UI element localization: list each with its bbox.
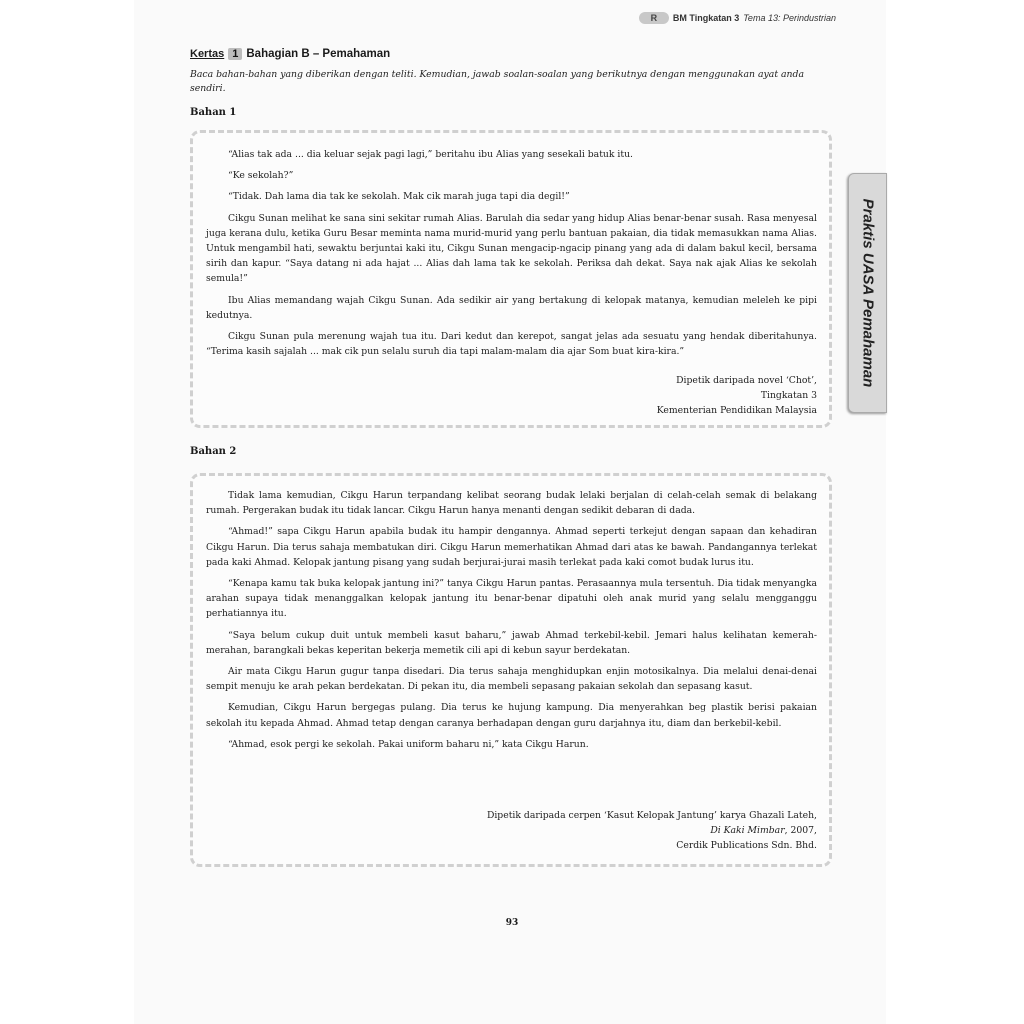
- passage-paragraph: Cikgu Sunan pula merenung wajah tua itu. Dari kedut dan kerepot, sangat jelas ada sesuatu yang hendak diberitahunya. “Terima kasih sajalah ... mak cik pun selalu suruh dia tapi malam-malam dia ajar Som buat kira-kira.”: [206, 331, 817, 358]
- header-theme: Tema 13: Perindustrian: [743, 13, 836, 23]
- kertas-label: Kertas: [190, 48, 225, 60]
- source-line: Cerdik Publications Sdn. Bhd.: [676, 840, 817, 852]
- bahan-2-source: [487, 808, 817, 854]
- passage-paragraph: “Ke sekolah?”: [228, 170, 294, 182]
- passage-paragraph: Cikgu Sunan melihat ke sana sini sekitar rumah Alias. Barulah dia sedar yang hidup Alias benar-benar susah. Rasa menyesal juga kerana dulu, ketika Guru Besar meminta nama murid-murid yang perlu bantuan pakaian, dia tidak memasukkan nama Alias. Untuk mengambil hati, sewaktu berjuntai kaki itu, Cikgu Sunan mengacip-ngacip pinang yang ada di dalam bakul kecil, bersama sirih dan kapur. “Saya datang ni ada hajat ... Alias dah lama tak ke sekolah. Periksa dah dekat. Saya nak ajak Alias ke sekolah semula!”: [206, 212, 817, 285]
- bahan-1-passage-box: [190, 130, 832, 428]
- passage-paragraph: “Ahmad, esok pergi ke sekolah. Pakai uniform baharu ni,” kata Cikgu Harun.: [228, 738, 589, 750]
- section-heading: [190, 48, 390, 60]
- section-title: Bahagian B – Pemahaman: [246, 48, 391, 60]
- bahan-1-title: Bahan 1: [190, 107, 237, 118]
- passage-paragraph: “Kenapa kamu tak buka kelopak jantung ini?” tanya Cikgu Harun pantas. Perasaannya mula tersentuh. Dia tidak menyangka arahan supaya tidak menanggalkan kelopak jantung itu benar-benar dipatuhi oleh anak murid yang selalu mengganggu perhatiannya itu.: [206, 578, 817, 620]
- passage-paragraph: Kemudian, Cikgu Harun bergegas pulang. Dia terus ke hujung kampung. Dia menyerahkan beg plastik berisi pakaian sekolah itu kepada Ahmad. Ahmad tetap dengan caranya berhadapan dengan guru darjahnya itu, diam dan berkebil-kebil.: [206, 702, 817, 729]
- passage-paragraph: “Tidak. Dah lama dia tak ke sekolah. Mak cik marah juga tapi dia degil!”: [228, 191, 570, 203]
- page-number: 93: [505, 918, 519, 928]
- running-header: [639, 12, 836, 24]
- passage-paragraph: “Alias tak ada ... dia keluar sejak pagi lagi,” beritahu ibu Alias yang sesekali batuk itu.: [228, 149, 633, 160]
- bahan-1-source: [657, 373, 817, 419]
- kertas-number-badge: 1: [228, 48, 242, 60]
- instruction-text: Baca bahan-bahan yang diberikan dengan teliti. Kemudian, jawab soalan-soalan yang berikutnya dengan menggunakan ayat anda sendiri.: [190, 69, 805, 94]
- passage-paragraph: “Saya belum cukup duit untuk membeli kasut baharu,” jawab Ahmad terkebil-kebil. Jemari halus kelihatan kemerah-merahan, barangkali bekas keperitan bekerja memetik cili api di kebun sayur berdekatan.: [206, 629, 817, 656]
- passage-paragraph: “Ahmad!” sapa Cikgu Harun apabila budak itu hampir dengannya. Ahmad seperti terkejut dengan sapaan dan kehadiran Cikgu Harun. Dia terus sahaja membatukan diri. Cikgu Harun memerhatikan Ahmad dari atas ke bawah. Pandangannya terlekat pada kaki Ahmad. Kelopak jantung pisang yang sudah berjurai-jurai masih terlekat pada kaki comot budak lurus itu.: [206, 526, 817, 568]
- source-line: [487, 823, 817, 838]
- passage-paragraph: Tidak lama kemudian, Cikgu Harun terpandang kelibat seorang budak lelaki berjalan di celah-celah semak di belakang rumah. Pergerakan budak itu tidak lancar. Cikgu Harun hanya menanti dengan sedikit debaran di dada.: [206, 490, 817, 517]
- source-book-title: Di Kaki Mimbar: [710, 825, 785, 837]
- passage-paragraph: Ibu Alias memandang wajah Cikgu Sunan. Ada sedikir air yang bertakung di kelopak matanya, kemudian meleleh ke pipi kedutnya.: [206, 294, 817, 321]
- publisher-logo: R: [639, 12, 669, 24]
- bahan-2-passage-box: [190, 473, 832, 867]
- side-tab-label: Praktis UASA Pemahaman: [859, 198, 876, 388]
- side-section-tab[interactable]: [848, 173, 887, 413]
- source-line: Kementerian Pendidikan Malaysia: [656, 405, 817, 417]
- header-book-title: BM Tingkatan 3: [672, 13, 740, 23]
- source-line: Dipetik daripada cerpen ‘Kasut Kelopak Jantung’ karya Ghazali Lateh,: [486, 810, 817, 821]
- source-year: , 2007,: [784, 825, 817, 837]
- source-line: Dipetik daripada novel ‘Chot’,: [676, 375, 817, 386]
- bahan-2-title: Bahan 2: [190, 446, 237, 457]
- passage-paragraph: Air mata Cikgu Harun gugur tanpa disedari. Dia terus sahaja menghidupkan enjin motosikalnya. Dia melalui denai-denai sempit menuju ke arah pekan berdekatan. Di pekan itu, dia membeli sepasang pakaian sekolah dan sepasang kasut.: [206, 666, 817, 693]
- source-line: Tingkatan 3: [760, 390, 817, 402]
